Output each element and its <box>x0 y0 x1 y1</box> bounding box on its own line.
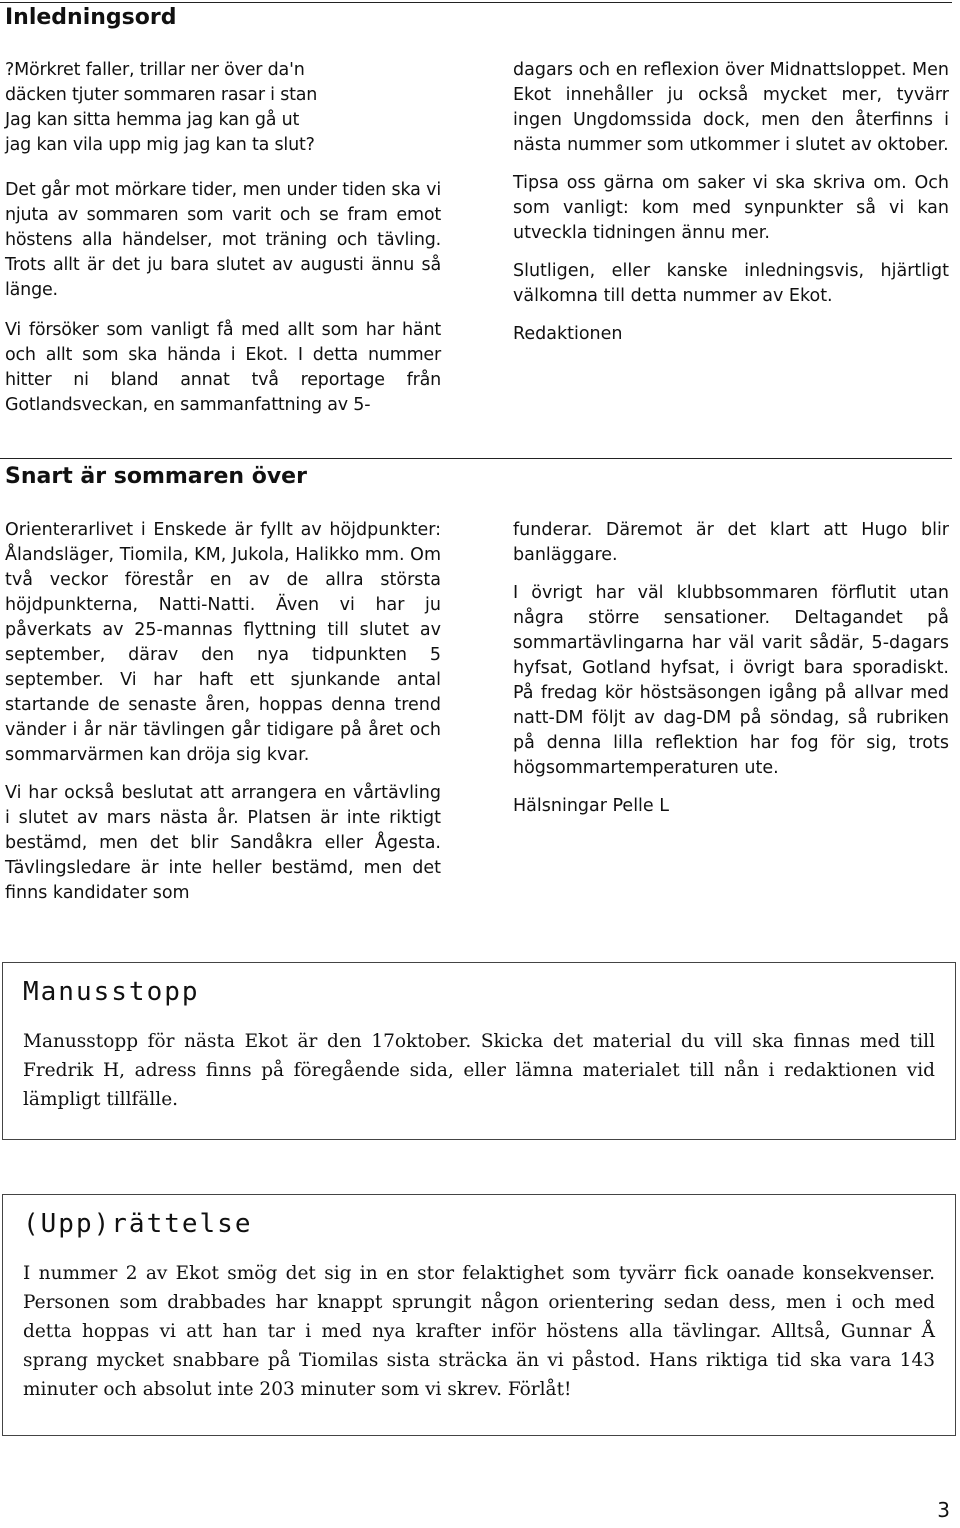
manusstopp-box <box>2 962 956 1140</box>
summer-left-column <box>5 518 441 906</box>
intro-signature: Redaktionen <box>513 324 623 344</box>
section-title-snart-ar-sommaren-over: Snart är sommaren över <box>5 464 307 489</box>
summer-paragraph-1: Orienterarlivet i Enskede är fyllt av höjdpunkter: Ålandsläger, Tiomila, KM, Jukola, Halikko mm. Om två veckor förestår en av de allra största höjdpunkterna, Natti-Natti. Även vi har ju påverkats av 25-mannas flyttning till slutet av september, därav den nya tidpunkten 5 september. Vi har haft ett sjunkande antal startande de senaste åren, hoppas denna trend vänder i år när tävlingen går tidigare på året och sommarvärmen kan dröja sig kvar. <box>5 520 441 765</box>
intro-paragraph-2: Vi försöker som vanligt få med allt som har hänt och allt som ska hända i Ekot. I detta nummer hitter ni bland annat två reportage från Gotlandsveckan, en sammanfattning av 5- <box>5 320 441 415</box>
intro-paragraph-3: dagars och en reflexion över Midnattsloppet. Men Ekot innehåller ju också mycket mer, tyvärr ingen Ungdomssida dock, men den återfinns i nästa nummer som utkommer i slutet av oktober. <box>513 60 949 155</box>
summer-signature: Hälsningar Pelle L <box>513 796 669 816</box>
intro-paragraph-4: Tipsa oss gärna om saker vi ska skriva om. Och som vanligt: kom med synpunkter så vi kan utveckla tidningen ännu mer. <box>513 173 949 243</box>
upprattelse-title: (Upp)rättelse <box>23 1209 253 1239</box>
intro-paragraph-5: Slutligen, eller kanske inledningsvis, hjärtligt välkomna till detta nummer av Ekot. <box>513 261 949 306</box>
section-divider <box>0 458 952 459</box>
intro-paragraph-1: Det går mot mörkare tider, men under tiden ska vi njuta av sommaren som varit och se fram emot höstens alla händelser, mot träning och tävling. Trots allt är det ju bara slutet av augusti ännu så länge. <box>5 180 441 300</box>
summer-paragraph-2: Vi har också beslutat att arrangera en vårtävling i slutet av mars nästa år. Platsen är inte riktigt bestämd, men det blir Sandåkra eller Ågesta. Tävlingsledare är inte heller bestämd, men det finns kandidater som <box>5 783 441 903</box>
intro-left-column <box>5 58 441 418</box>
top-rule <box>0 2 952 3</box>
summer-paragraph-3: funderar. Däremot är det klart att Hugo blir banläggare. <box>513 520 949 565</box>
page-number: 3 <box>937 1498 950 1522</box>
summer-right-column <box>513 518 949 819</box>
section-title-inledningsord: Inledningsord <box>5 5 177 30</box>
manusstopp-title: Manusstopp <box>23 977 200 1007</box>
upprattelse-box <box>2 1194 956 1436</box>
manusstopp-text: Manusstopp för nästa Ekot är den 17oktober. Skicka det material du vill ska finnas med till Fredrik H, adress finns på föregående sida, eller lämna materialet till nån i redaktionen vid lämpligt tillfälle. <box>23 1031 935 1110</box>
upprattelse-text: I nummer 2 av Ekot smög det sig in en stor felaktighet som tyvärr fick oanade konsekvenser. Personen som drabbades har knappt sprungit någon orientering sedan dess, men i och med detta hoppas vi att han tar i med nya krafter inför höstens alla tävlingar. Alltså, Gunnar Å sprang mycket snabbare på Tiomilas sista sträcka än vi påstod. Hans riktiga tid ska vara 143 minuter och absolut inte 203 minuter som vi skrev. Förlåt! <box>23 1263 935 1400</box>
summer-paragraph-4: I övrigt har väl klubbsommaren förflutit utan några större sensationer. Deltagandet på sommartävlingarna har väl varit sådär, 5-dagars hyfsat, Gotland hyfsat, i övrigt bara sporadiskt. På fredag kör höstsäsongen igång på allvar med natt-DM följt av dag-DM på söndag, så rubriken på denna lilla reflektion har fog för sig, trots högsommartemperaturen ute. <box>513 583 949 778</box>
intro-right-column <box>513 58 949 347</box>
intro-poem: ?Mörkret faller, trillar ner över da'n däcken tjuter sommaren rasar i stan Jag kan sitta hemma jag kan gå ut jag kan vila upp mig jag kan ta slut? <box>5 60 318 155</box>
